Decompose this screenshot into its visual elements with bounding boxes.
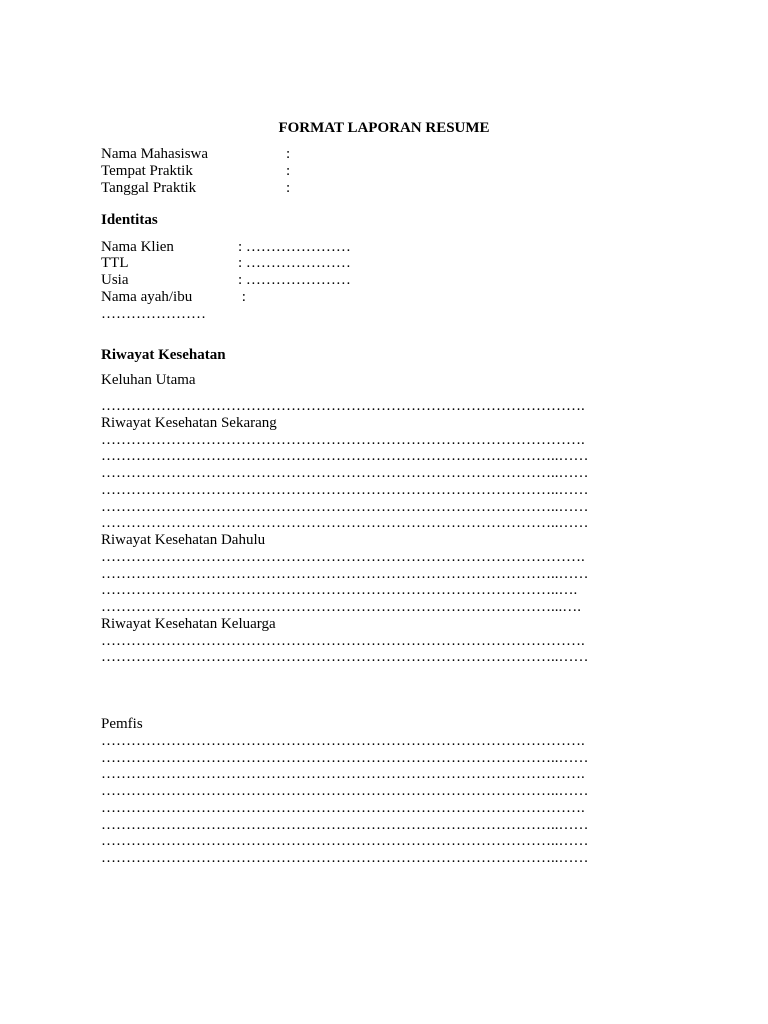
dotted-line: ……………………………………………………………………………………. [101, 733, 585, 749]
dotted-line: ……………………………………………………………………………………. [101, 398, 585, 414]
field-value-nama-ayah-ibu-wrap: ………………… [101, 306, 206, 322]
field-colon: : [286, 180, 291, 196]
field-value-nama-ayah-ibu: : [238, 289, 246, 305]
dotted-line: ………………………………………………………………………………...…. [101, 599, 581, 615]
dotted-line: ………………………………………………………………………………..…… [101, 566, 589, 582]
dotted-line: ……………………………………………………………………………………. [101, 549, 585, 565]
field-value-ttl: : ………………… [238, 255, 351, 271]
dotted-line: ………………………………………………………………………………..…… [101, 850, 589, 866]
field-label-nama-klien: Nama Klien [101, 239, 174, 255]
field-colon: : [286, 146, 291, 162]
dotted-line: ………………………………………………………………………………..…… [101, 515, 589, 531]
dotted-line: ………………………………………………………………………………..…… [101, 465, 589, 481]
page-title: FORMAT LAPORAN RESUME [278, 120, 490, 136]
label-riwayat-kesehatan-keluarga: Riwayat Kesehatan Keluarga [101, 616, 276, 632]
field-value-nama-klien: : ………………… [238, 239, 351, 255]
dotted-line: ………………………………………………………………………………..…… [101, 448, 589, 464]
dotted-line: ………………………………………………………………………………..…… [101, 833, 589, 849]
dotted-line: ………………………………………………………………………………..…… [101, 482, 589, 498]
dotted-line: ………………………………………………………………………………..…… [101, 499, 589, 515]
field-label-ttl: TTL [101, 255, 129, 271]
dotted-line: ……………………………………………………………………………………. [101, 633, 585, 649]
field-label-tempat-praktik: Tempat Praktik [101, 163, 193, 179]
label-riwayat-kesehatan-dahulu: Riwayat Kesehatan Dahulu [101, 532, 266, 548]
field-label-nama-ayah-ibu: Nama ayah/ibu [101, 289, 193, 305]
dotted-line: ………………………………………………………………………………..…… [101, 783, 589, 799]
section-heading-riwayat-kesehatan: Riwayat Kesehatan [101, 347, 226, 363]
field-colon: : [286, 163, 291, 179]
field-label-nama-mahasiswa: Nama Mahasiswa [101, 146, 209, 162]
label-keluhan-utama: Keluhan Utama [101, 372, 196, 388]
dotted-line: ………………………………………………………………………………..…… [101, 817, 589, 833]
dotted-line: ………………………………………………………………………………..…. [101, 582, 578, 598]
field-label-tanggal-praktik: Tanggal Praktik [101, 180, 197, 196]
field-value-usia: : ………………… [238, 272, 351, 288]
label-pemfis: Pemfis [101, 716, 143, 732]
section-heading-identitas: Identitas [101, 212, 158, 228]
dotted-line: ……………………………………………………………………………………. [101, 432, 585, 448]
dotted-line: ……………………………………………………………………………………. [101, 766, 585, 782]
dotted-line: ………………………………………………………………………………..…… [101, 649, 589, 665]
dotted-line: ……………………………………………………………………………………. [101, 800, 585, 816]
field-label-usia: Usia [101, 272, 129, 288]
dotted-line: ………………………………………………………………………………..…… [101, 750, 589, 766]
label-riwayat-kesehatan-sekarang: Riwayat Kesehatan Sekarang [101, 415, 277, 431]
